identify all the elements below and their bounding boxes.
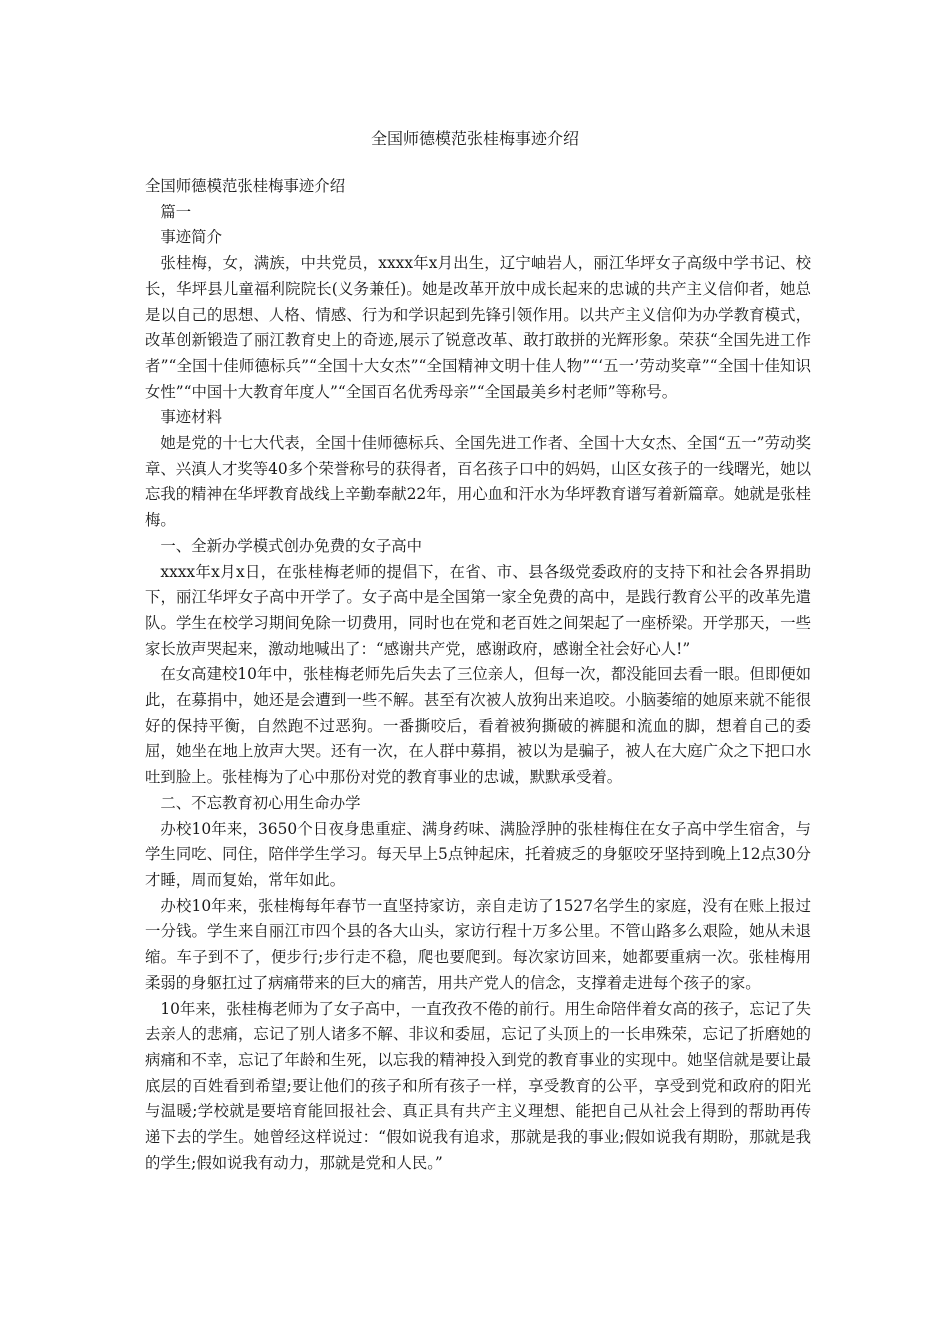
- paragraph: xxxx年x月x日，在张桂梅老师的提倡下，在省、市、县各级党委政府的支持下和社会各界捐助下，丽江华坪女子高中开学了。女子高中是全国第一家全免费的高中，是践行教育公平的改革先遣队。学生在校学习期间免除一切费用，同时也在党和老百姓之间架起了一座桥梁。开学那天，一些家长放声哭起来，激动地喊出了：“感谢共产党，感谢政府，感谢全社会好心人!”: [145, 562, 811, 658]
- document-body: [145, 174, 811, 1176]
- paragraph-heading: 全国师德模范张桂梅事迹介绍: [145, 177, 346, 195]
- paragraph: 10年来，张桂梅老师为了女子高中，一直孜孜不倦的前行。用生命陪伴着女高的孩子，忘记了失去亲人的悲痛，忘记了别人诸多不解、非议和委屈，忘记了头顶上的一长串殊荣，忘记了折磨她的病痛和不幸，忘记了年龄和生死，以忘我的精神投入到党的教育事业的实现中。她坚信就是要让最底层的百姓看到希望;要让他们的孩子和所有孩子一样，享受教育的公平，享受到党和政府的阳光与温暖;学校就是要培育能回报社会、真正具有共产主义理想、能把自己从社会上得到的帮助再传递下去的学生。她曾经这样说过：“假如说我有追求，那就是我的事业;假如说我有期盼，那就是我的学生;假如说我有动力，那就是党和人民。”: [145, 999, 811, 1172]
- paragraph: 办校10年来，张桂梅每年春节一直坚持家访，亲自走访了1527名学生的家庭，没有在账上报过一分钱。学生来自丽江市四个县的各大山头，家访行程十万多公里。不管山路多么艰险，她从未退缩。车子到不了，便步行;步行走不稳，爬也要爬到。每次家访回来，她都要重病一次。张桂梅用柔弱的身躯扛过了病痛带来的巨大的痛苦，用共产党人的信念，支撑着走进每个孩子的家。: [145, 896, 811, 992]
- paragraph: 她是党的十七大代表，全国十佳师德标兵、全国先进工作者、全国十大女杰、全国“五一”劳动奖章、兴滇人才奖等40多个荣誉称号的获得者，百名孩子口中的妈妈，山区女孩子的一线曙光，她以忘我的精神在华坪教育战线上辛勤奉献22年，用心血和汗水为华坪教育谱写着新篇章。她就是张桂梅。: [145, 434, 811, 530]
- paragraph: 办校10年来，3650个日夜身患重症、满身药味、满脸浮肿的张桂梅住在女子高中学生宿舍，与学生同吃、同住，陪伴学生学习。每天早上5点钟起床，托着疲乏的身躯咬牙坚持到晚上12点30分才睡，周而复始，常年如此。: [145, 819, 811, 889]
- paragraph-subheading: 事迹材料: [160, 408, 222, 427]
- paragraph-subheading: 事迹简介: [160, 228, 222, 247]
- paragraph: 在女高建校10年中，张桂梅老师先后失去了三位亲人，但每一次，都没能回去看一眼。但即便如此，在募捐中，她还是会遭到一些不解。甚至有次被人放狗出来追咬。小脑萎缩的她原来就不能很好的保持平衡，自然跑不过恶狗。一番撕咬后，看着被狗撕破的裤腿和流血的脚，想着自己的委屈，她坐在地上放声大哭。还有一次，在人群中募捐，被以为是骗子，被人在大庭广众之下把口水吐到脸上。张桂梅为了心中那份对党的教育事业的忠诚，默默承受着。: [145, 665, 811, 787]
- paragraph-subheading: 一、全新办学模式创办免费的女子高中: [160, 536, 423, 555]
- paragraph: 张桂梅，女，满族，中共党员，xxxx年x月出生，辽宁岫岩人，丽江华坪女子高级中学书记、校长，华坪县儿童福利院院长(义务兼任)。她是改革开放中成长起来的忠诚的共产主义信仰者，她总是以自己的思想、人格、情感、行为和学识起到先锋引领作用。以共产主义信仰为办学教育模式，改革创新锻造了丽江教育史上的奇迹,展示了锐意改革、敢打敢拼的光辉形象。荣获“全国先进工作者”“全国十佳师德标兵”“全国十大女杰”“全国精神文明十佳人物”“‘五一’劳动奖章”“全国十佳知识女性”“中国十大教育年度人”“全国百名优秀母亲”“全国最美乡村老师”等称号。: [145, 254, 811, 401]
- paragraph-section-label: 篇一: [160, 202, 192, 221]
- document-title: 全国师德模范张桂梅事迹介绍: [370, 129, 579, 148]
- paragraph-subheading: 二、不忘教育初心用生命办学: [160, 793, 361, 812]
